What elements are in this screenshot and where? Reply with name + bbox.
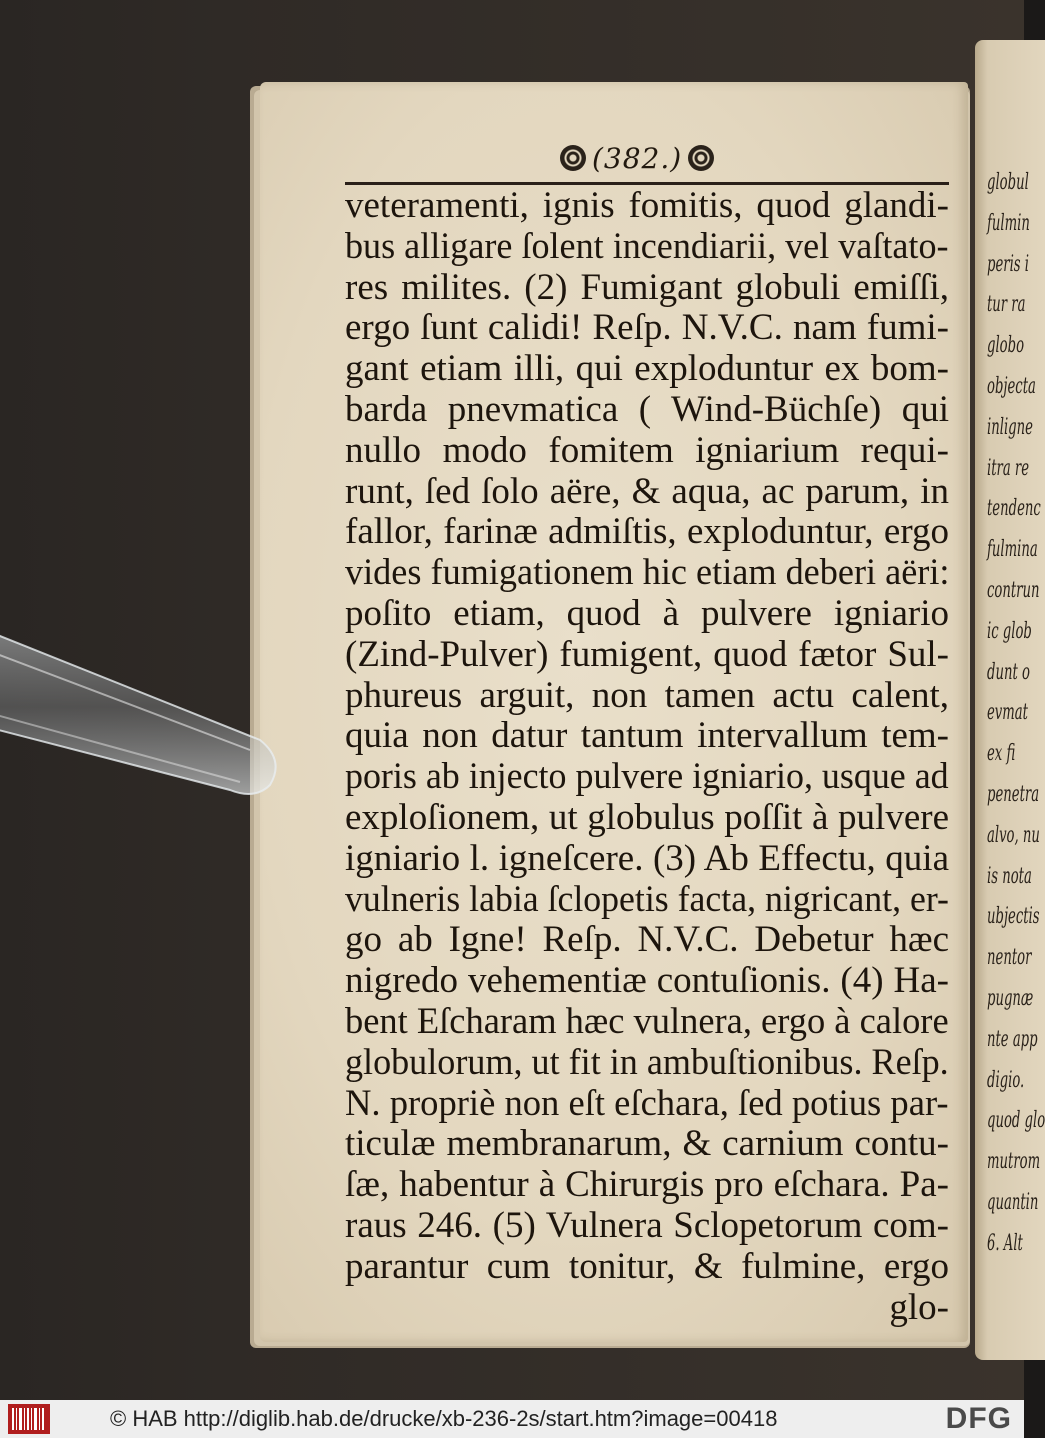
dfg-logo: DFG [945, 1402, 1012, 1435]
next-page-fragment: ubjectis [987, 904, 1040, 930]
text-line: nigredo vehementiæ contuſionis. (4) Ha- [345, 960, 949, 1002]
next-page-fragment: penetra [987, 782, 1040, 807]
next-page-fragment: fulmin [987, 210, 1030, 236]
text-line: N. propriè non eſt eſchara, ſed potius par- [345, 1082, 949, 1124]
ornament-icon [560, 145, 586, 171]
text-line: ticulæ membranarum, & carnium contu- [345, 1123, 949, 1165]
next-page-fragment: globo [987, 333, 1025, 359]
text-line: poris ab injecto pulvere igniario, usque ad [345, 756, 949, 798]
text-line: globulorum, ut fit in ambuſtionibus. Reſp. [345, 1041, 949, 1083]
next-page-fragment: tendenc [987, 496, 1041, 522]
text-line: res milites. (2) Fumigant globuli emiſſi, [345, 266, 949, 308]
text-line: exploſionem, ut globulus poſſit à pulvere [345, 796, 949, 838]
text-line: veteramenti, ignis fomitis, quod glandi- [345, 185, 949, 226]
next-page-fragment: ex fi [987, 741, 1016, 767]
catchword: glo- [889, 1286, 949, 1328]
next-page-fragment: tur ra [987, 292, 1026, 318]
next-page-fragment: digio. [987, 1067, 1025, 1093]
page-number: (382.) [592, 141, 683, 175]
text-line: parantur cum tonitur, & fulmine, ergo [345, 1245, 949, 1287]
text-line: poſito etiam, quod à pulvere igniario [345, 592, 949, 634]
copyright-url[interactable]: © HAB http://diglib.hab.de/drucke/xb-236-2s/start.htm?image=00418 [110, 1406, 778, 1431]
next-page-fragment: quantin [987, 1190, 1039, 1215]
page-header [560, 140, 714, 176]
next-page-fragment: nentor [987, 945, 1032, 971]
next-page-fragment: is nota [987, 863, 1032, 889]
footer-bar [0, 1400, 1024, 1438]
text-line: quia non datur tantum intervallum tem- [345, 715, 949, 757]
next-page-fragment: alvo, nu [987, 822, 1040, 848]
text-line: ſæ, habentur à Chirurgis pro eſchara. Pa- [345, 1164, 949, 1206]
next-page-fragment: fulmina [987, 537, 1038, 563]
text-line: (Zind-Pulver) fumigent, quod fætor Sul- [345, 633, 949, 675]
text-line: runt, ſed ſolo aëre, & aqua, ac parum, in [345, 470, 949, 512]
next-page-fragment: objecta [987, 374, 1036, 399]
text-line: gant etiam illi, qui exploduntur ex bom- [345, 348, 949, 390]
next-page-fragment: pugnæ [987, 986, 1034, 1011]
next-page-fragment: peris i [987, 251, 1029, 277]
next-page-fragment: itra re [987, 455, 1030, 481]
next-page-fragment: evmat [987, 700, 1028, 726]
next-page-fragment: dunt o [987, 659, 1030, 685]
glass-pointer [0, 600, 290, 810]
text-line: bent Eſcharam hæc vulnera, ergo à calore [345, 1000, 949, 1042]
text-line: bus alligare ſolent incendiarii, vel vaſtato- [345, 225, 949, 267]
next-page-fragment: contrun [987, 578, 1040, 603]
next-page-fragment: globul [987, 170, 1029, 195]
text-line: phureus arguit, non tamen actu calent, [345, 674, 949, 716]
barcode-icon [8, 1404, 50, 1434]
next-page-fragment: mutrom [987, 1149, 1041, 1175]
next-page-fragment: quod glo [987, 1108, 1045, 1134]
text-line: vides fumigationem hic etiam deberi aëri: [345, 552, 950, 594]
text-line: vulneris labia ſclopetis facta, nigricant, er- [345, 878, 949, 920]
next-page-fragment: inligne [987, 414, 1033, 440]
text-line: go ab Igne! Reſp. N.V.C. Debetur hæc [345, 919, 949, 961]
text-line: raus 246. (5) Vulnera Sclopetorum com- [345, 1204, 949, 1246]
text-line: ergo ſunt calidi! Reſp. N.V.C. nam fumi- [345, 307, 949, 349]
ornament-icon [688, 145, 714, 171]
next-page-edge [975, 40, 1045, 1360]
text-line: fallor, farinæ admiſtis, exploduntur, ergo [345, 511, 949, 553]
text-line: nullo modo fomitem igniarium requi- [345, 429, 949, 471]
next-page-fragment: 6. Alt [987, 1230, 1023, 1256]
next-page-fragment: nte app [987, 1026, 1038, 1052]
next-page-fragment: ic glob [987, 618, 1032, 644]
text-line: barda pnevmatica ( Wind-Büchſe) qui [345, 388, 949, 430]
text-line: igniario l. igneſcere. (3) Ab Effectu, quia [345, 837, 949, 879]
text-block [345, 186, 949, 1328]
